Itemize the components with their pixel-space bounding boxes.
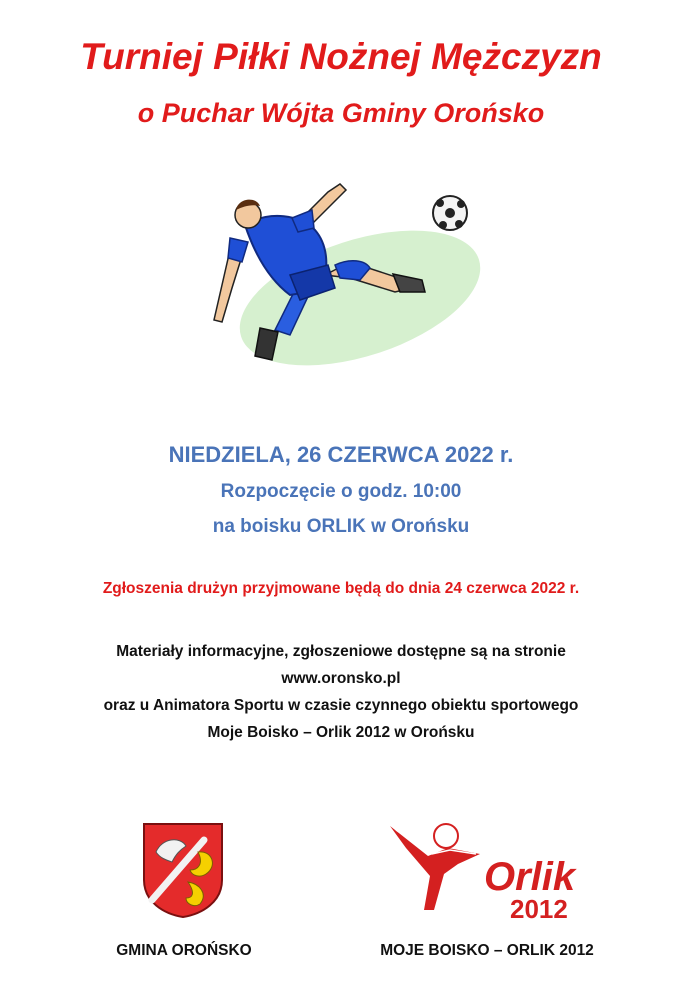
gmina-crest-icon bbox=[142, 822, 224, 918]
event-start-time: Rozpoczęcie o godz. 10:00 bbox=[220, 481, 462, 502]
event-location: na boisku ORLIK w Orońsku bbox=[212, 516, 470, 537]
poster-title: Turniej Piłki Nożnej Mężczyzn bbox=[80, 36, 602, 77]
poster-subtitle: o Puchar Wójta Gminy Orońsko bbox=[137, 98, 545, 128]
orlik-logo-icon bbox=[388, 818, 594, 920]
orlik-wordmark: Orlik bbox=[484, 855, 576, 899]
info-block bbox=[0, 638, 682, 746]
info-line: Moje Boisko – Orlik 2012 w Orońsku bbox=[207, 724, 475, 741]
info-line: Materiały informacyjne, zgłoszeniowe dostępne są na stronie bbox=[116, 643, 566, 660]
soccer-player-icon bbox=[200, 170, 490, 375]
orlik-caption: MOJE BOISKO – ORLIK 2012 bbox=[380, 942, 594, 959]
orlik-year: 2012 bbox=[510, 894, 568, 920]
website-link[interactable]: www.oronsko.pl bbox=[281, 670, 401, 687]
info-line: oraz u Animatora Sportu w czasie czynnego obiektu sportowego bbox=[103, 697, 579, 714]
gmina-caption: GMINA OROŃSKO bbox=[116, 942, 252, 959]
soccer-ball-icon bbox=[433, 196, 467, 230]
registration-deadline: Zgłoszenia drużyn przyjmowane będą do dnia 24 czerwca 2022 r. bbox=[102, 580, 580, 597]
event-date: NIEDZIELA, 26 CZERWCA 2022 r. bbox=[168, 442, 514, 467]
